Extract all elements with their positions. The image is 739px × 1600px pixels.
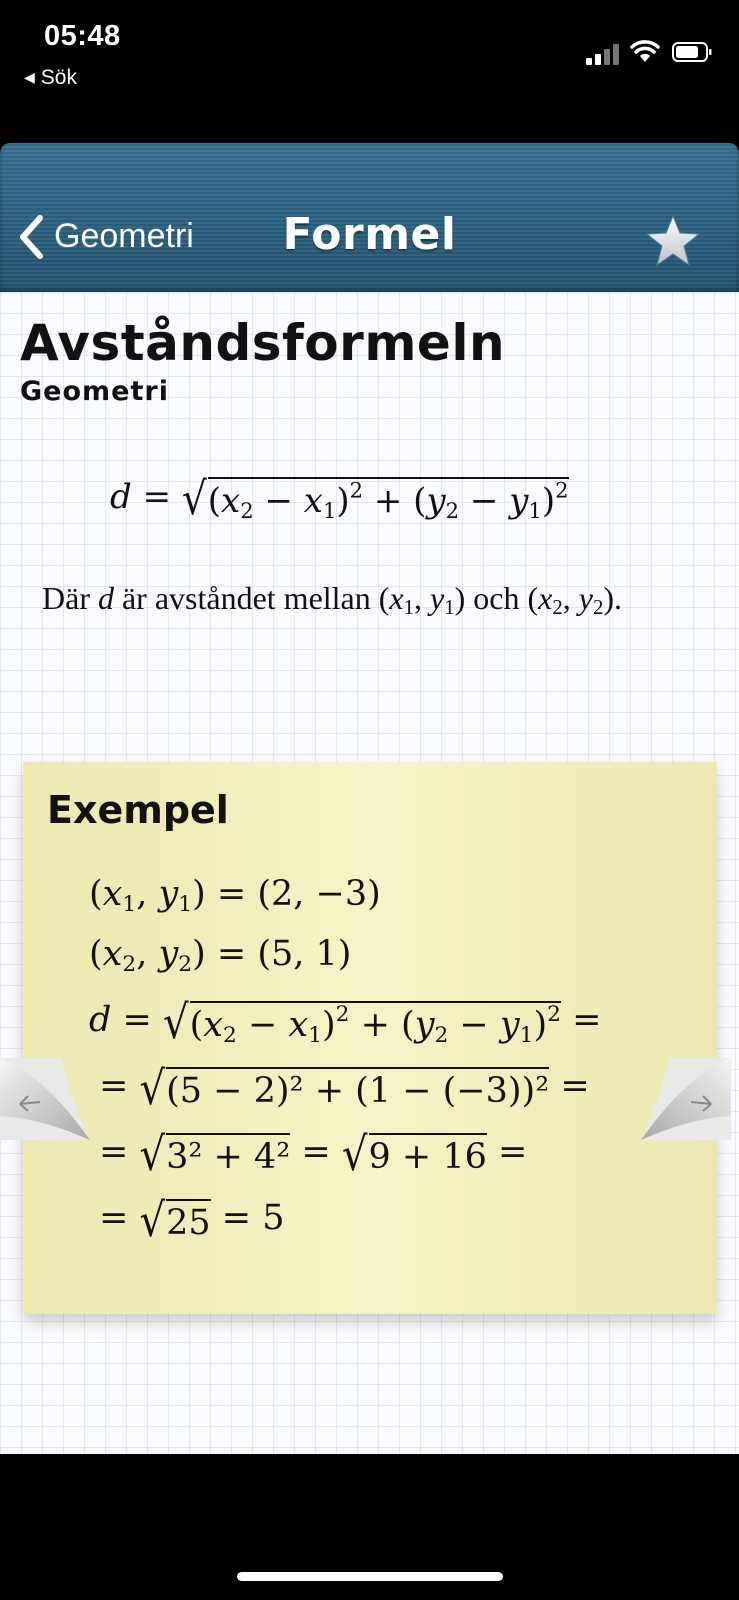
formula-content <box>0 292 739 1454</box>
star-icon[interactable] <box>644 213 702 269</box>
example-step-simplify: = √3² + 4² = √9 + 16 = <box>99 1128 528 1182</box>
back-button-label: Geometri <box>54 216 194 255</box>
previous-page-button[interactable] <box>0 1058 90 1140</box>
navigation-bar <box>0 143 739 292</box>
page-title: Avståndsformeln <box>20 314 506 372</box>
back-to-app-link[interactable] <box>24 66 77 90</box>
back-triangle-icon: ◀ <box>24 69 35 85</box>
page-subtitle: Geometri <box>20 376 169 407</box>
back-app-label: Sök <box>40 66 77 89</box>
arrow-right-icon <box>641 1058 731 1140</box>
formula-description: Där d är avståndet mellan ($x_1$, $y_1$) och ($x_2$, $y_2$). <box>42 580 623 620</box>
signal-icon <box>586 43 622 65</box>
example-step-substitute: = √(5 − 2)² + (1 − (−3))² = <box>99 1062 590 1116</box>
wifi-icon <box>630 40 660 64</box>
example-step-formula: $d = √(x_2 - x_1)^2 + (y_2 - y_1)^2$ = <box>89 996 602 1050</box>
example-title: Exempel <box>47 788 229 832</box>
battery-icon <box>672 42 712 62</box>
status-bar <box>0 0 739 143</box>
example-step-result: = √25 = 5 <box>99 1194 285 1248</box>
status-time: 05:48 <box>44 20 121 52</box>
example-point-1: ($x_1$, $y_1) = (2$, −3) <box>89 874 381 918</box>
example-note <box>23 762 717 1314</box>
next-page-button[interactable] <box>641 1058 731 1140</box>
arrow-left-icon <box>0 1058 90 1140</box>
distance-formula: $d = √(x_2 - x_1)^2 + (y_2 - y_1)^2$ <box>110 473 569 526</box>
nav-title: Formel <box>282 209 457 260</box>
home-indicator[interactable] <box>237 1572 503 1581</box>
example-point-2: ($x_2$, $y_2) = (5$, 1) <box>89 934 352 978</box>
